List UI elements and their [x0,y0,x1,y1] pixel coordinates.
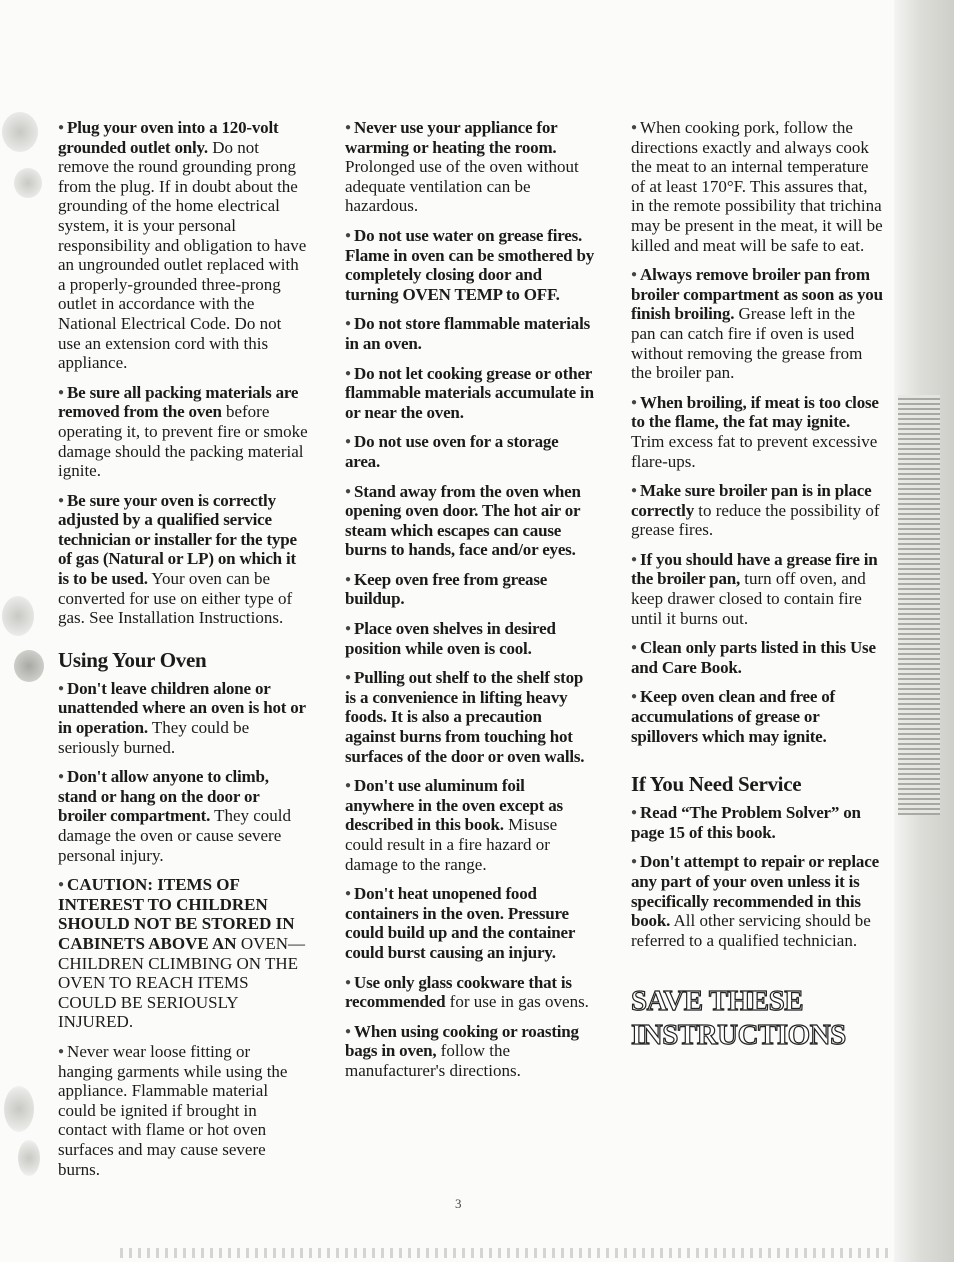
bullet-icon: ● [345,672,352,684]
section-heading-using-your-oven: Using Your Oven [58,647,207,672]
bullet-icon: ● [345,367,352,379]
safety-item: ● Do not store flammable materials in an oven. [345,314,591,353]
bullet-icon: ● [345,1025,352,1037]
safety-item: ● Don't allow anyone to climb, stand or hang on the door or broiler compartment. They could damage the oven or cause severe personal injury. [58,767,292,865]
bullet-icon: ● [631,485,638,497]
bullet-icon: ● [58,879,65,891]
bullet-icon: ● [58,122,65,133]
column-middle [345,118,595,1091]
safety-item: ● Never wear loose fitting or hanging garments while using the appliance. Flammable material could be ignited if brought in contact with flame or hot oven surfaces and may cause severe burns. [58,1041,288,1179]
safety-item: ● Always remove broiler pan from broiler compartment as soon as you finish broiling. Grease left in the pan can catch fire if oven is used without removing the grease from the broiler pan. [631,265,883,383]
column-left [58,118,308,1189]
page-number: 3 [455,1196,462,1211]
bullet-icon: ● [631,396,638,408]
binder-hole-middle [2,596,34,636]
bullet-icon: ● [631,691,638,703]
bullet-icon: ● [58,771,65,783]
safety-item: ● When broiling, if meat is too close to the flame, the fat may ignite. Trim excess fat to prevent excessive flare-ups. [631,392,879,471]
bullet-icon: ● [345,485,352,497]
safety-item: ● Be sure all packing materials are removed from the oven before operating it, to prevent fire or smoke damage should the packing material ignite. [58,382,308,481]
safety-item: ● Don't use aluminum foil anywhere in the oven except as described in this book. Misuse could result in a fire hazard or damage to the range. [345,776,563,874]
safety-item: ● Clean only parts listed in this Use and Care Book. [631,638,876,677]
safety-item: ● When using cooking or roasting bags in oven, follow the manufacturer's directions. [345,1021,579,1080]
bullet-icon: ● [631,269,638,281]
safety-item: ● Use only glass cookware that is recommended for use in gas ovens. [345,972,589,1012]
safety-item: ● Stand away from the oven when opening oven door. The hot air or steam which escapes can cause burns to hands, face and/or eyes. [345,481,581,560]
binder-hole-lower [14,650,44,682]
safety-item: ● When cooking pork, follow the directions exactly and always cook the meat to an internal temperature of at least 170°F. This assures that, in the remote possibility that trichina may be present in the meat, it will be killed and meat will be safe to eat. [631,118,883,255]
bullet-icon: ● [631,122,638,133]
bullet-icon: ● [345,318,352,330]
save-line-1: SAVE THESE [631,985,804,1018]
save-line-2: INSTRUCTIONS [631,1019,846,1052]
bullet-icon: ● [345,780,352,792]
bullet-icon: ● [345,888,352,900]
safety-item: ● Keep oven clean and free of accumulations of grease or spillovers which may ignite. [631,687,835,746]
bullet-icon: ● [345,122,352,133]
bullet-icon: ● [58,386,65,398]
safety-item: ● Do not use water on grease fires. Flame in oven can be smothered by completely closing door and turning OVEN TEMP to OFF. [345,225,595,304]
bullet-icon: ● [58,494,65,506]
save-these-instructions [631,984,883,1052]
safety-item: ● If you should have a grease fire in the broiler pan, turn off oven, and keep drawer closed to contain fire until it burns out. [631,549,878,628]
safety-item: ● Don't leave children alone or unattended where an oven is hot or in operation. They could be seriously burned. [58,678,306,757]
section-heading-if-you-need-service: If You Need Service [631,772,802,797]
caution-item: ● CAUTION: ITEMS OF INTEREST TO CHILDREN SHOULD NOT BE STORED IN CABINETS ABOVE AN OVEN—CHILDREN CLIMBING ON THE OVEN TO REACH ITEMS COULD BE SERIOUSLY INJURED. [58,875,306,1032]
bullet-icon: ● [631,553,638,565]
binder-hole-upper [14,168,42,198]
safety-item: ● Place oven shelves in desired position while oven is cool. [345,619,556,658]
safety-item: ● Read “The Problem Solver” on page 15 of this book. [631,803,861,842]
safety-item: ● Do not use oven for a storage area. [345,432,559,471]
safety-item: ● Plug your oven into a 120-volt grounded outlet only. Do not remove the round grounding prong from the plug. If in doubt about the grounding of the home electrical system, it is your personal responsibility and obligation to have an ungrounded outlet replaced with a properly-grounded three-prong outlet in accordance with the National Electrical Code. Do not use an extension cord with this appliance. [58,118,307,373]
safety-item: ● Pulling out shelf to the shelf stop is a convenience in lifting heavy foods. It is also a precaution against burns from touching hot surfaces of the door or oven walls. [345,668,585,766]
bullet-icon: ● [631,856,638,868]
safety-item: ● Be sure your oven is correctly adjusted by a qualified service technician or installer for the type of gas (Natural or LP) on which it is to be used. Your oven can be converted for use on either type of gas. See Installation Instructions. [58,490,297,628]
safety-item: ● Make sure broiler pan is in place correctly to reduce the possibility of grease fires. [631,481,880,540]
safety-item: ● Do not let cooking grease or other flammable materials accumulate in or near the oven. [345,363,594,422]
binder-hole-top [2,112,38,152]
safety-item: ● Never use your appliance for warming or heating the room. Prolonged use of the oven without adequate ventilation can be hazardous. [345,118,579,216]
page-edge-scan [894,0,954,1262]
page-bottom-edge [120,1248,894,1258]
bullet-icon: ● [631,807,638,819]
binder-hole-base [18,1140,40,1176]
bullet-icon: ● [345,623,352,635]
safety-item: ● Don't heat unopened food containers in the oven. Pressure could build up and the container could burst causing an injury. [345,884,575,962]
bullet-icon: ● [631,642,638,654]
binder-hole-bottom [4,1086,34,1132]
safety-item: ● Don't attempt to repair or replace any part of your oven unless it is specifically recommended in this book. All other servicing should be referred to a qualified technician. [631,852,879,950]
column-right [631,118,883,1052]
bullet-icon: ● [58,1045,65,1057]
bullet-icon: ● [345,436,352,448]
bullet-icon: ● [58,682,65,694]
bullet-icon: ● [345,976,352,988]
safety-item: ● Keep oven free from grease buildup. [345,569,548,609]
page-edge-tab-marks [898,395,940,815]
bullet-icon: ● [345,229,352,241]
bullet-icon: ● [345,573,352,585]
